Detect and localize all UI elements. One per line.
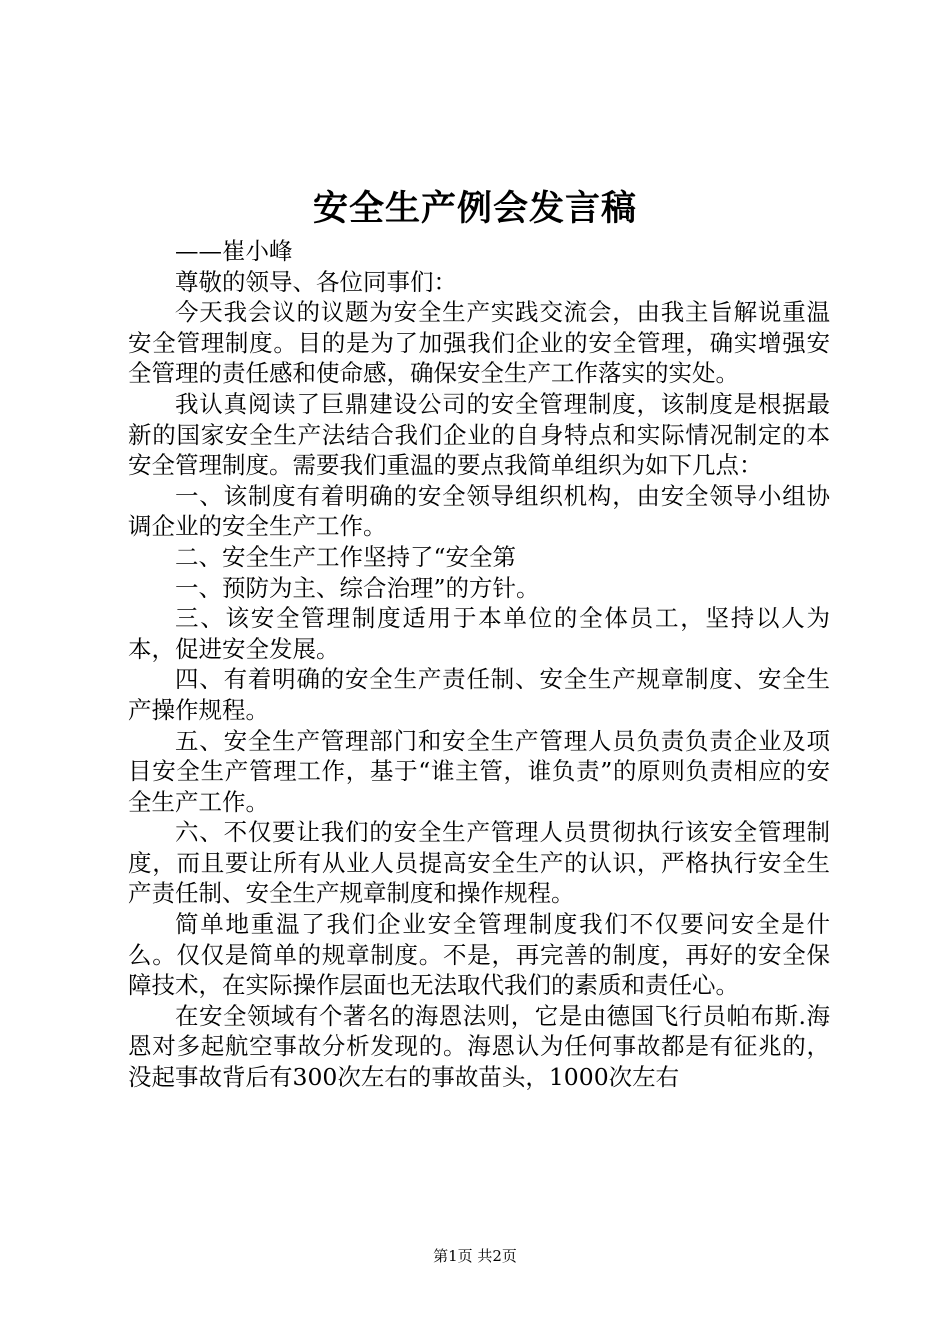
- paragraph: 一、该制度有着明确的安全领导组织机构，由安全领导小组协调企业的安全生产工作。: [128, 481, 830, 541]
- page-footer: 第1页 共2页: [433, 1247, 517, 1265]
- document-title: 安全生产例会发言稿: [312, 188, 637, 229]
- paragraph: 简单地重温了我们企业安全管理制度我们不仅要问安全是什么。仅仅是简单的规章制度。不是，再完善的制度，再好的安全保障技术，在实际操作层面也无法取代我们的素质和责任心。: [128, 910, 830, 1000]
- paragraph: 二、安全生产工作坚持了“安全第: [175, 542, 517, 571]
- paragraph-greeting: 尊敬的领导、各位同事们：: [175, 267, 457, 296]
- paragraph: 四、有着明确的安全生产责任制、安全生产规章制度、安全生产操作规程。: [128, 665, 830, 724]
- paragraph: 六、不仅要让我们的安全生产管理人员贯彻执行该安全管理制度，而且要让所有从业人员提高安全生产的认识，严格执行安全生产责任制、安全生产规章制度和操作规程。: [128, 818, 830, 908]
- paragraph: 在安全领域有个著名的海恩法则，它是由德国飞行员帕布斯.海恩对多起航空事故分析发现的。海恩认为任何事故都是有征兆的，没起事故背后有300次左右的事故苗头，1000次左右: [128, 1001, 830, 1092]
- paragraph: 三、该安全管理制度适用于本单位的全体员工，坚持以人为本，促进安全发展。: [128, 604, 830, 663]
- document-body: [128, 236, 830, 1093]
- paragraph: 五、安全生产管理部门和安全生产管理人员负责负责企业及项目安全生产管理工作，基于“谁主管，谁负责”的原则负责相应的安全生产工作。: [128, 726, 830, 816]
- author-line: ——崔小峰: [175, 237, 293, 265]
- paragraph: 今天我会议的议题为安全生产实践交流会，由我主旨解说重温安全管理制度。目的是为了加强我们企业的安全管理，确实增强安全管理的责任感和使命感，确保安全生产工作落实的实处。: [128, 298, 830, 388]
- paragraph: 我认真阅读了巨鼎建设公司的安全管理制度，该制度是根据最新的国家安全生产法结合我们企业的自身特点和实际情况制定的本安全管理制度。需要我们重温的要点我简单组织为如下几点：: [128, 389, 830, 480]
- paragraph: 一、预防为主、综合治理”的方针。: [175, 573, 540, 602]
